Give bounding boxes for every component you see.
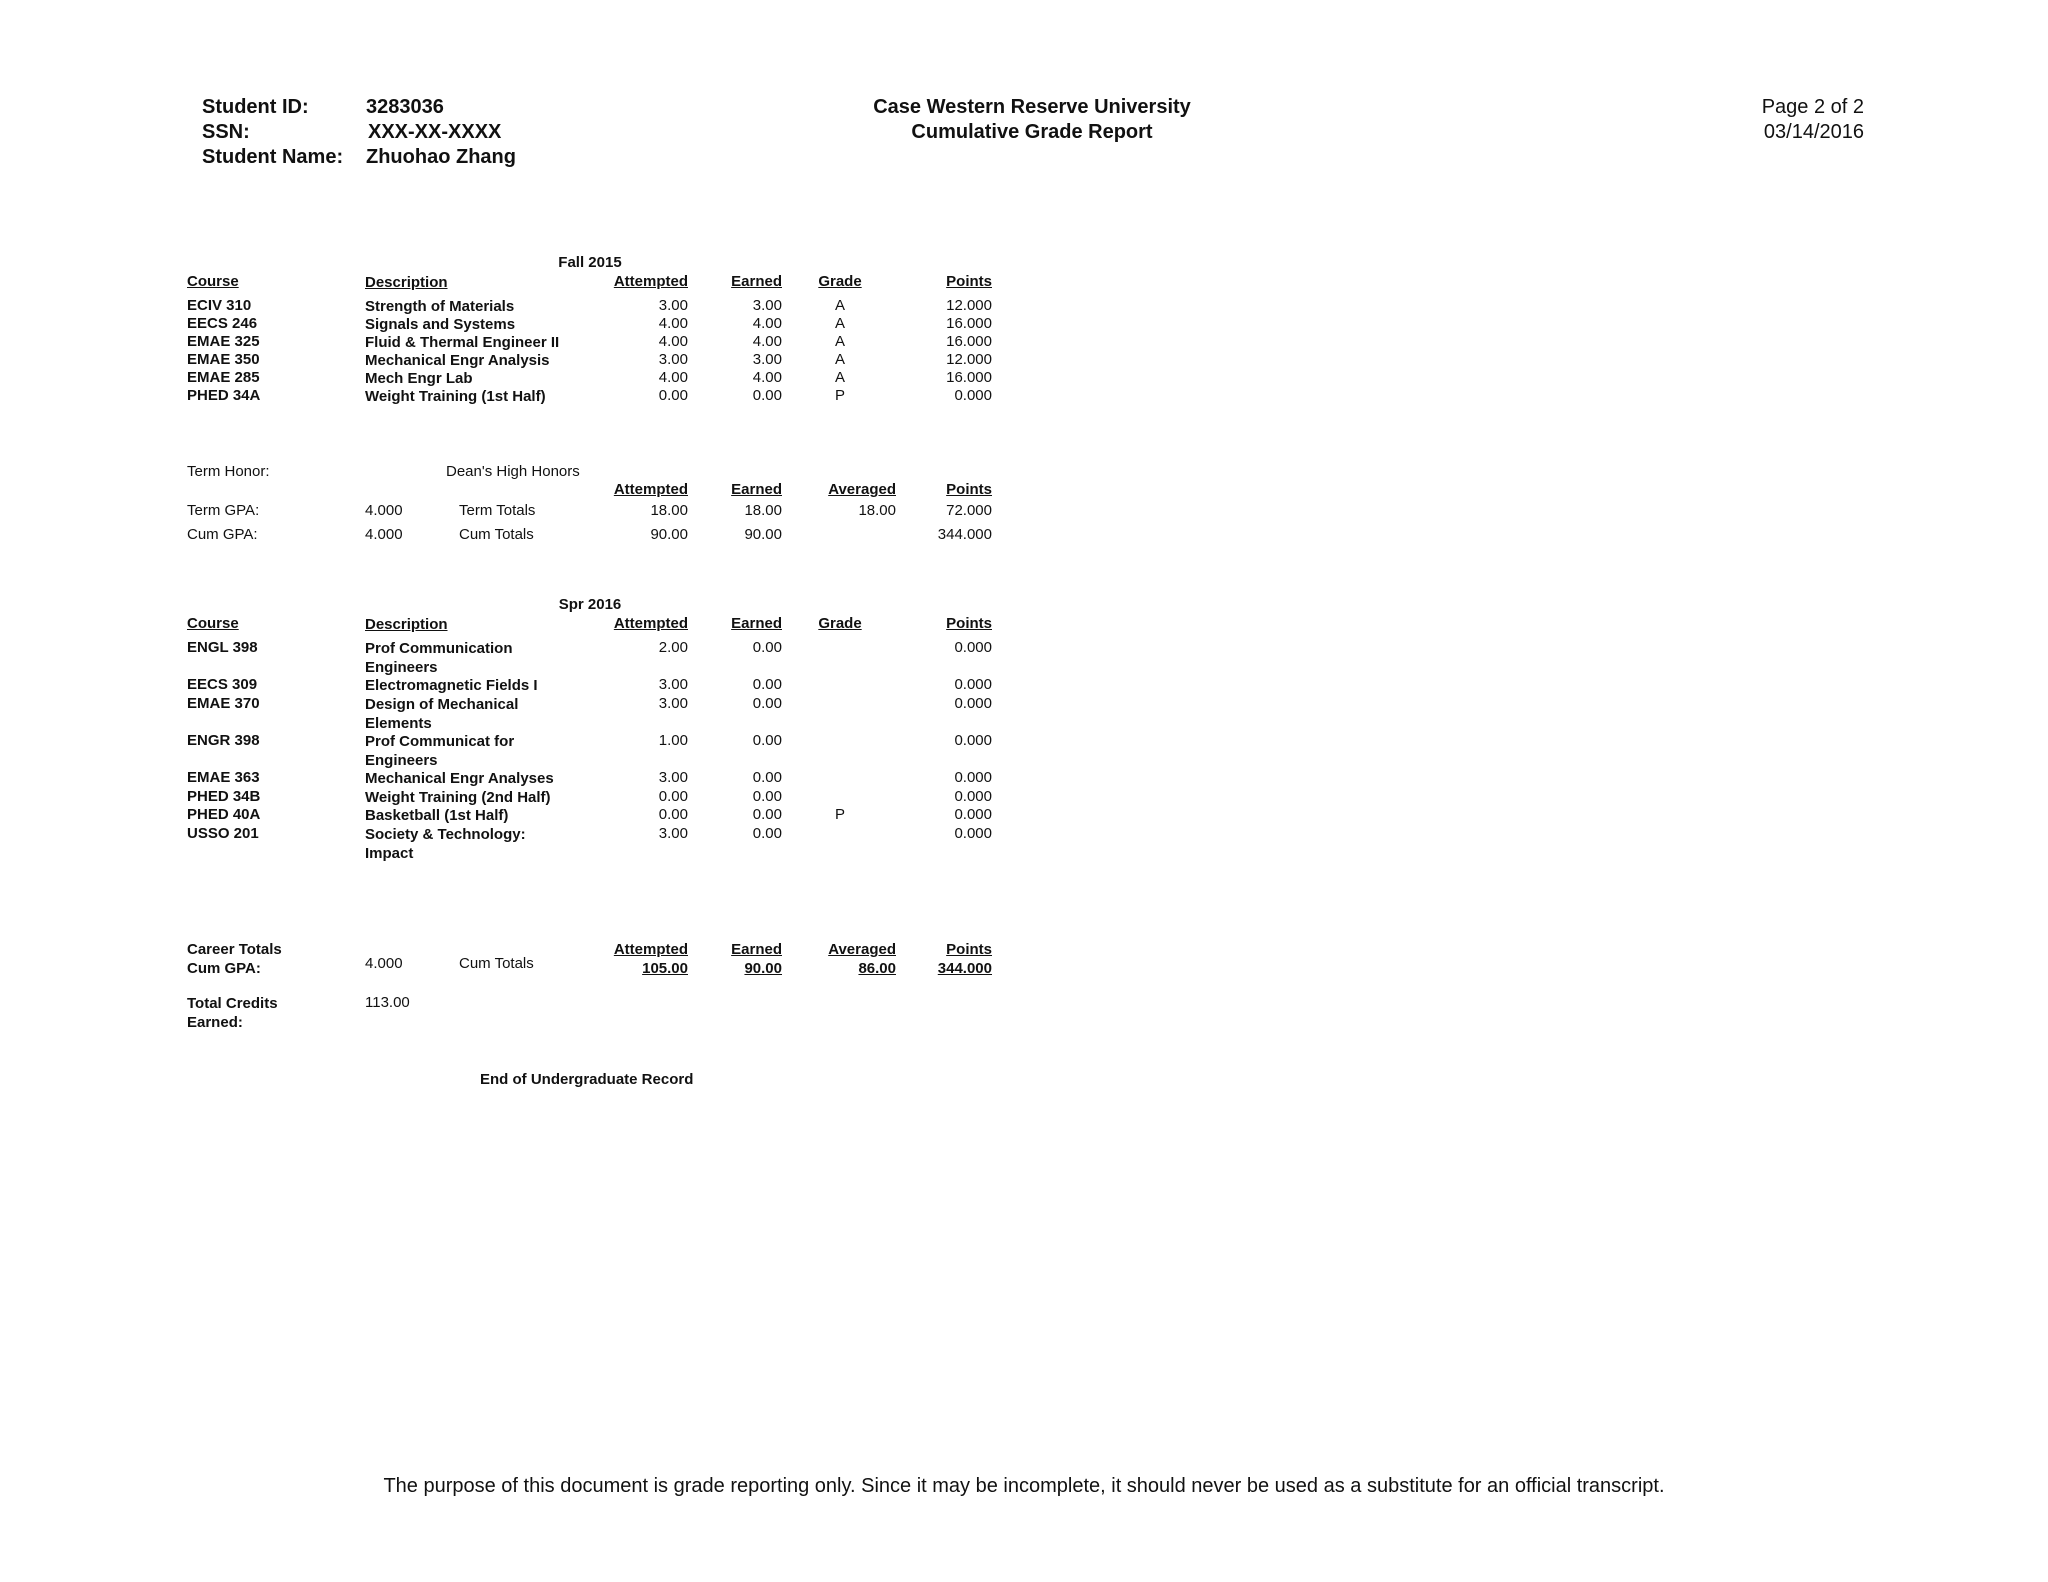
career-points-header: Points xyxy=(946,941,992,958)
career-earned: 90.00 xyxy=(744,960,782,977)
table-row xyxy=(0,825,1010,862)
career-cum-totals-label: Cum Totals xyxy=(459,955,534,972)
col-grade-header: Grade xyxy=(818,273,862,290)
course-code: EECS 246 xyxy=(187,315,258,332)
earned-value: 0.00 xyxy=(752,695,782,712)
summary-averaged-header: Averaged xyxy=(828,481,896,498)
course-description: Design of Mechanical Elements xyxy=(365,696,519,732)
student-name-value: Zhuohao Zhang xyxy=(366,146,516,168)
col-description-header: Description xyxy=(365,274,448,291)
course-description: Mech Engr Lab xyxy=(365,370,473,387)
points-value: 12.000 xyxy=(946,351,992,368)
course-description: Mechanical Engr Analysis xyxy=(365,352,550,369)
course-code: ENGL 398 xyxy=(187,639,258,656)
career-points: 344.000 xyxy=(937,960,992,977)
points-value: 0.000 xyxy=(954,639,992,656)
attempted-value: 1.00 xyxy=(658,732,688,749)
table-row xyxy=(0,297,1010,316)
table-row xyxy=(0,333,1010,352)
grade-value: P xyxy=(834,387,845,404)
points-value: 0.000 xyxy=(954,788,992,805)
end-of-record-note: End of Undergraduate Record xyxy=(480,1071,694,1088)
university-name: Case Western Reserve University xyxy=(873,96,1191,118)
course-code: USSO 201 xyxy=(187,825,259,842)
col-attempted-header: Attempted xyxy=(613,615,688,632)
attempted-value: 4.00 xyxy=(658,333,688,350)
points-value: 16.000 xyxy=(946,333,992,350)
course-description: Prof Communication Engineers xyxy=(365,640,513,676)
points-value: 0.000 xyxy=(954,387,992,404)
table-row xyxy=(0,788,1010,807)
attempted-value: 0.00 xyxy=(658,806,688,823)
career-totals-values-row xyxy=(0,955,1010,979)
course-description: Prof Communicat for Engineers xyxy=(365,733,515,769)
course-code: ENGR 398 xyxy=(187,732,260,749)
attempted-value: 3.00 xyxy=(658,676,688,693)
course-description: Weight Training (2nd Half) xyxy=(365,789,551,806)
footer-disclaimer: The purpose of this document is grade reporting only. Since it may be incomplete, it should never be used as a substitute for an official transcript. xyxy=(383,1475,1665,1497)
attempted-value: 4.00 xyxy=(658,315,688,332)
cum-points: 344.000 xyxy=(937,526,992,543)
course-description: Society & Technology: Impact xyxy=(365,826,526,862)
table-row xyxy=(0,676,1010,695)
page-number: Page 2 of 2 xyxy=(1761,96,1864,118)
career-earned-header: Earned xyxy=(731,941,782,958)
course-code: EECS 309 xyxy=(187,676,258,693)
cum-totals-label: Cum Totals xyxy=(459,526,534,543)
earned-value: 4.00 xyxy=(752,369,782,386)
term-attempted: 18.00 xyxy=(650,502,688,519)
cum-gpa-label: Cum GPA: xyxy=(187,526,258,543)
term-title-spring: Spr 2016 xyxy=(558,596,622,613)
course-description: Basketball (1st Half) xyxy=(365,807,509,824)
attempted-value: 3.00 xyxy=(658,695,688,712)
cum-attempted: 90.00 xyxy=(650,526,688,543)
points-value: 0.000 xyxy=(954,806,992,823)
cum-earned: 90.00 xyxy=(744,526,782,543)
cum-gpa-row xyxy=(0,526,1010,545)
earned-value: 0.00 xyxy=(752,806,782,823)
grade-value: A xyxy=(834,369,845,386)
student-id-value: 3283036 xyxy=(366,96,444,118)
student-name-label: Student Name: xyxy=(202,146,344,168)
career-averaged-header: Averaged xyxy=(828,941,896,958)
term-gpa-value: 4.000 xyxy=(365,502,403,519)
attempted-value: 3.00 xyxy=(658,351,688,368)
course-description: Strength of Materials xyxy=(365,298,515,315)
course-code: PHED 34A xyxy=(187,387,261,404)
term-honor-label: Term Honor: xyxy=(187,463,270,480)
col-earned-header: Earned xyxy=(731,615,782,632)
attempted-value: 4.00 xyxy=(658,369,688,386)
course-description: Fluid & Thermal Engineer II xyxy=(365,334,560,351)
col-points-header: Points xyxy=(946,615,992,632)
term-honor-value: Dean's High Honors xyxy=(446,463,580,480)
grade-value: A xyxy=(834,297,845,314)
col-earned-header: Earned xyxy=(731,273,782,290)
summary-earned-header: Earned xyxy=(731,481,782,498)
course-code: PHED 40A xyxy=(187,806,261,823)
term-gpa-row xyxy=(0,502,1010,521)
attempted-value: 0.00 xyxy=(658,387,688,404)
points-value: 0.000 xyxy=(954,732,992,749)
course-code: PHED 34B xyxy=(187,788,261,805)
term-earned: 18.00 xyxy=(744,502,782,519)
earned-value: 0.00 xyxy=(752,825,782,842)
summary-points-header: Points xyxy=(946,481,992,498)
table-row xyxy=(0,806,1010,825)
term-summary-headers xyxy=(0,481,1010,500)
table-row xyxy=(0,351,1010,370)
total-credits-label: Total Credits Earned: xyxy=(187,995,278,1031)
attempted-value: 3.00 xyxy=(658,769,688,786)
col-points-header: Points xyxy=(946,273,992,290)
attempted-value: 0.00 xyxy=(658,788,688,805)
table-row xyxy=(0,769,1010,788)
earned-value: 0.00 xyxy=(752,769,782,786)
term-totals-label: Term Totals xyxy=(459,502,536,519)
student-id-label: Student ID: xyxy=(202,96,309,118)
earned-value: 4.00 xyxy=(752,333,782,350)
ssn-value: XXX-XX-XXXX xyxy=(368,121,502,143)
earned-value: 0.00 xyxy=(752,639,782,656)
spring-column-headers xyxy=(0,615,1010,634)
earned-value: 0.00 xyxy=(752,732,782,749)
course-description: Signals and Systems xyxy=(365,316,516,333)
report-title: Cumulative Grade Report xyxy=(911,121,1153,143)
term-title-fall: Fall 2015 xyxy=(558,254,622,271)
career-attempted: 105.00 xyxy=(642,960,688,977)
course-description: Weight Training (1st Half) xyxy=(365,388,546,405)
term-averaged: 18.00 xyxy=(858,502,896,519)
course-code: EMAE 370 xyxy=(187,695,260,712)
earned-value: 0.00 xyxy=(752,676,782,693)
points-value: 0.000 xyxy=(954,825,992,842)
points-value: 0.000 xyxy=(954,769,992,786)
career-cum-gpa-value: 4.000 xyxy=(365,955,403,972)
table-row xyxy=(0,369,1010,388)
table-row xyxy=(0,639,1010,676)
table-row xyxy=(0,732,1010,769)
attempted-value: 3.00 xyxy=(658,825,688,842)
course-code: ECIV 310 xyxy=(187,297,252,314)
table-row xyxy=(0,695,1010,732)
earned-value: 0.00 xyxy=(752,387,782,404)
points-value: 16.000 xyxy=(946,369,992,386)
career-totals-title: Career Totals xyxy=(187,941,282,958)
career-averaged: 86.00 xyxy=(858,960,896,977)
col-course-header: Course xyxy=(187,273,239,290)
course-description: Electromagnetic Fields I xyxy=(365,677,538,694)
col-grade-header: Grade xyxy=(818,615,862,632)
attempted-value: 3.00 xyxy=(658,297,688,314)
col-description-header: Description xyxy=(365,616,448,633)
fall-column-headers xyxy=(0,273,1010,292)
table-row xyxy=(0,315,1010,334)
career-attempted-header: Attempted xyxy=(613,941,688,958)
grade-value: A xyxy=(834,333,845,350)
points-value: 12.000 xyxy=(946,297,992,314)
earned-value: 4.00 xyxy=(752,315,782,332)
points-value: 0.000 xyxy=(954,676,992,693)
attempted-value: 2.00 xyxy=(658,639,688,656)
report-date: 03/14/2016 xyxy=(1763,121,1864,143)
term-gpa-label: Term GPA: xyxy=(187,502,260,519)
col-attempted-header: Attempted xyxy=(613,273,688,290)
course-code: EMAE 325 xyxy=(187,333,260,350)
col-course-header: Course xyxy=(187,615,239,632)
earned-value: 0.00 xyxy=(752,788,782,805)
grade-value: A xyxy=(834,315,845,332)
total-credits-value: 113.00 xyxy=(365,994,410,1011)
earned-value: 3.00 xyxy=(752,351,782,368)
grade-value: P xyxy=(834,806,845,823)
course-code: EMAE 350 xyxy=(187,351,260,368)
career-cum-gpa-label: Cum GPA: xyxy=(187,960,261,977)
points-value: 16.000 xyxy=(946,315,992,332)
term-points: 72.000 xyxy=(946,502,992,519)
summary-attempted-header: Attempted xyxy=(613,481,688,498)
points-value: 0.000 xyxy=(954,695,992,712)
course-description: Mechanical Engr Analyses xyxy=(365,770,554,787)
course-code: EMAE 285 xyxy=(187,369,260,386)
ssn-label: SSN: xyxy=(202,121,250,143)
course-code: EMAE 363 xyxy=(187,769,260,786)
earned-value: 3.00 xyxy=(752,297,782,314)
grade-value: A xyxy=(834,351,845,368)
table-row xyxy=(0,387,1010,406)
cum-gpa-value: 4.000 xyxy=(365,526,403,543)
